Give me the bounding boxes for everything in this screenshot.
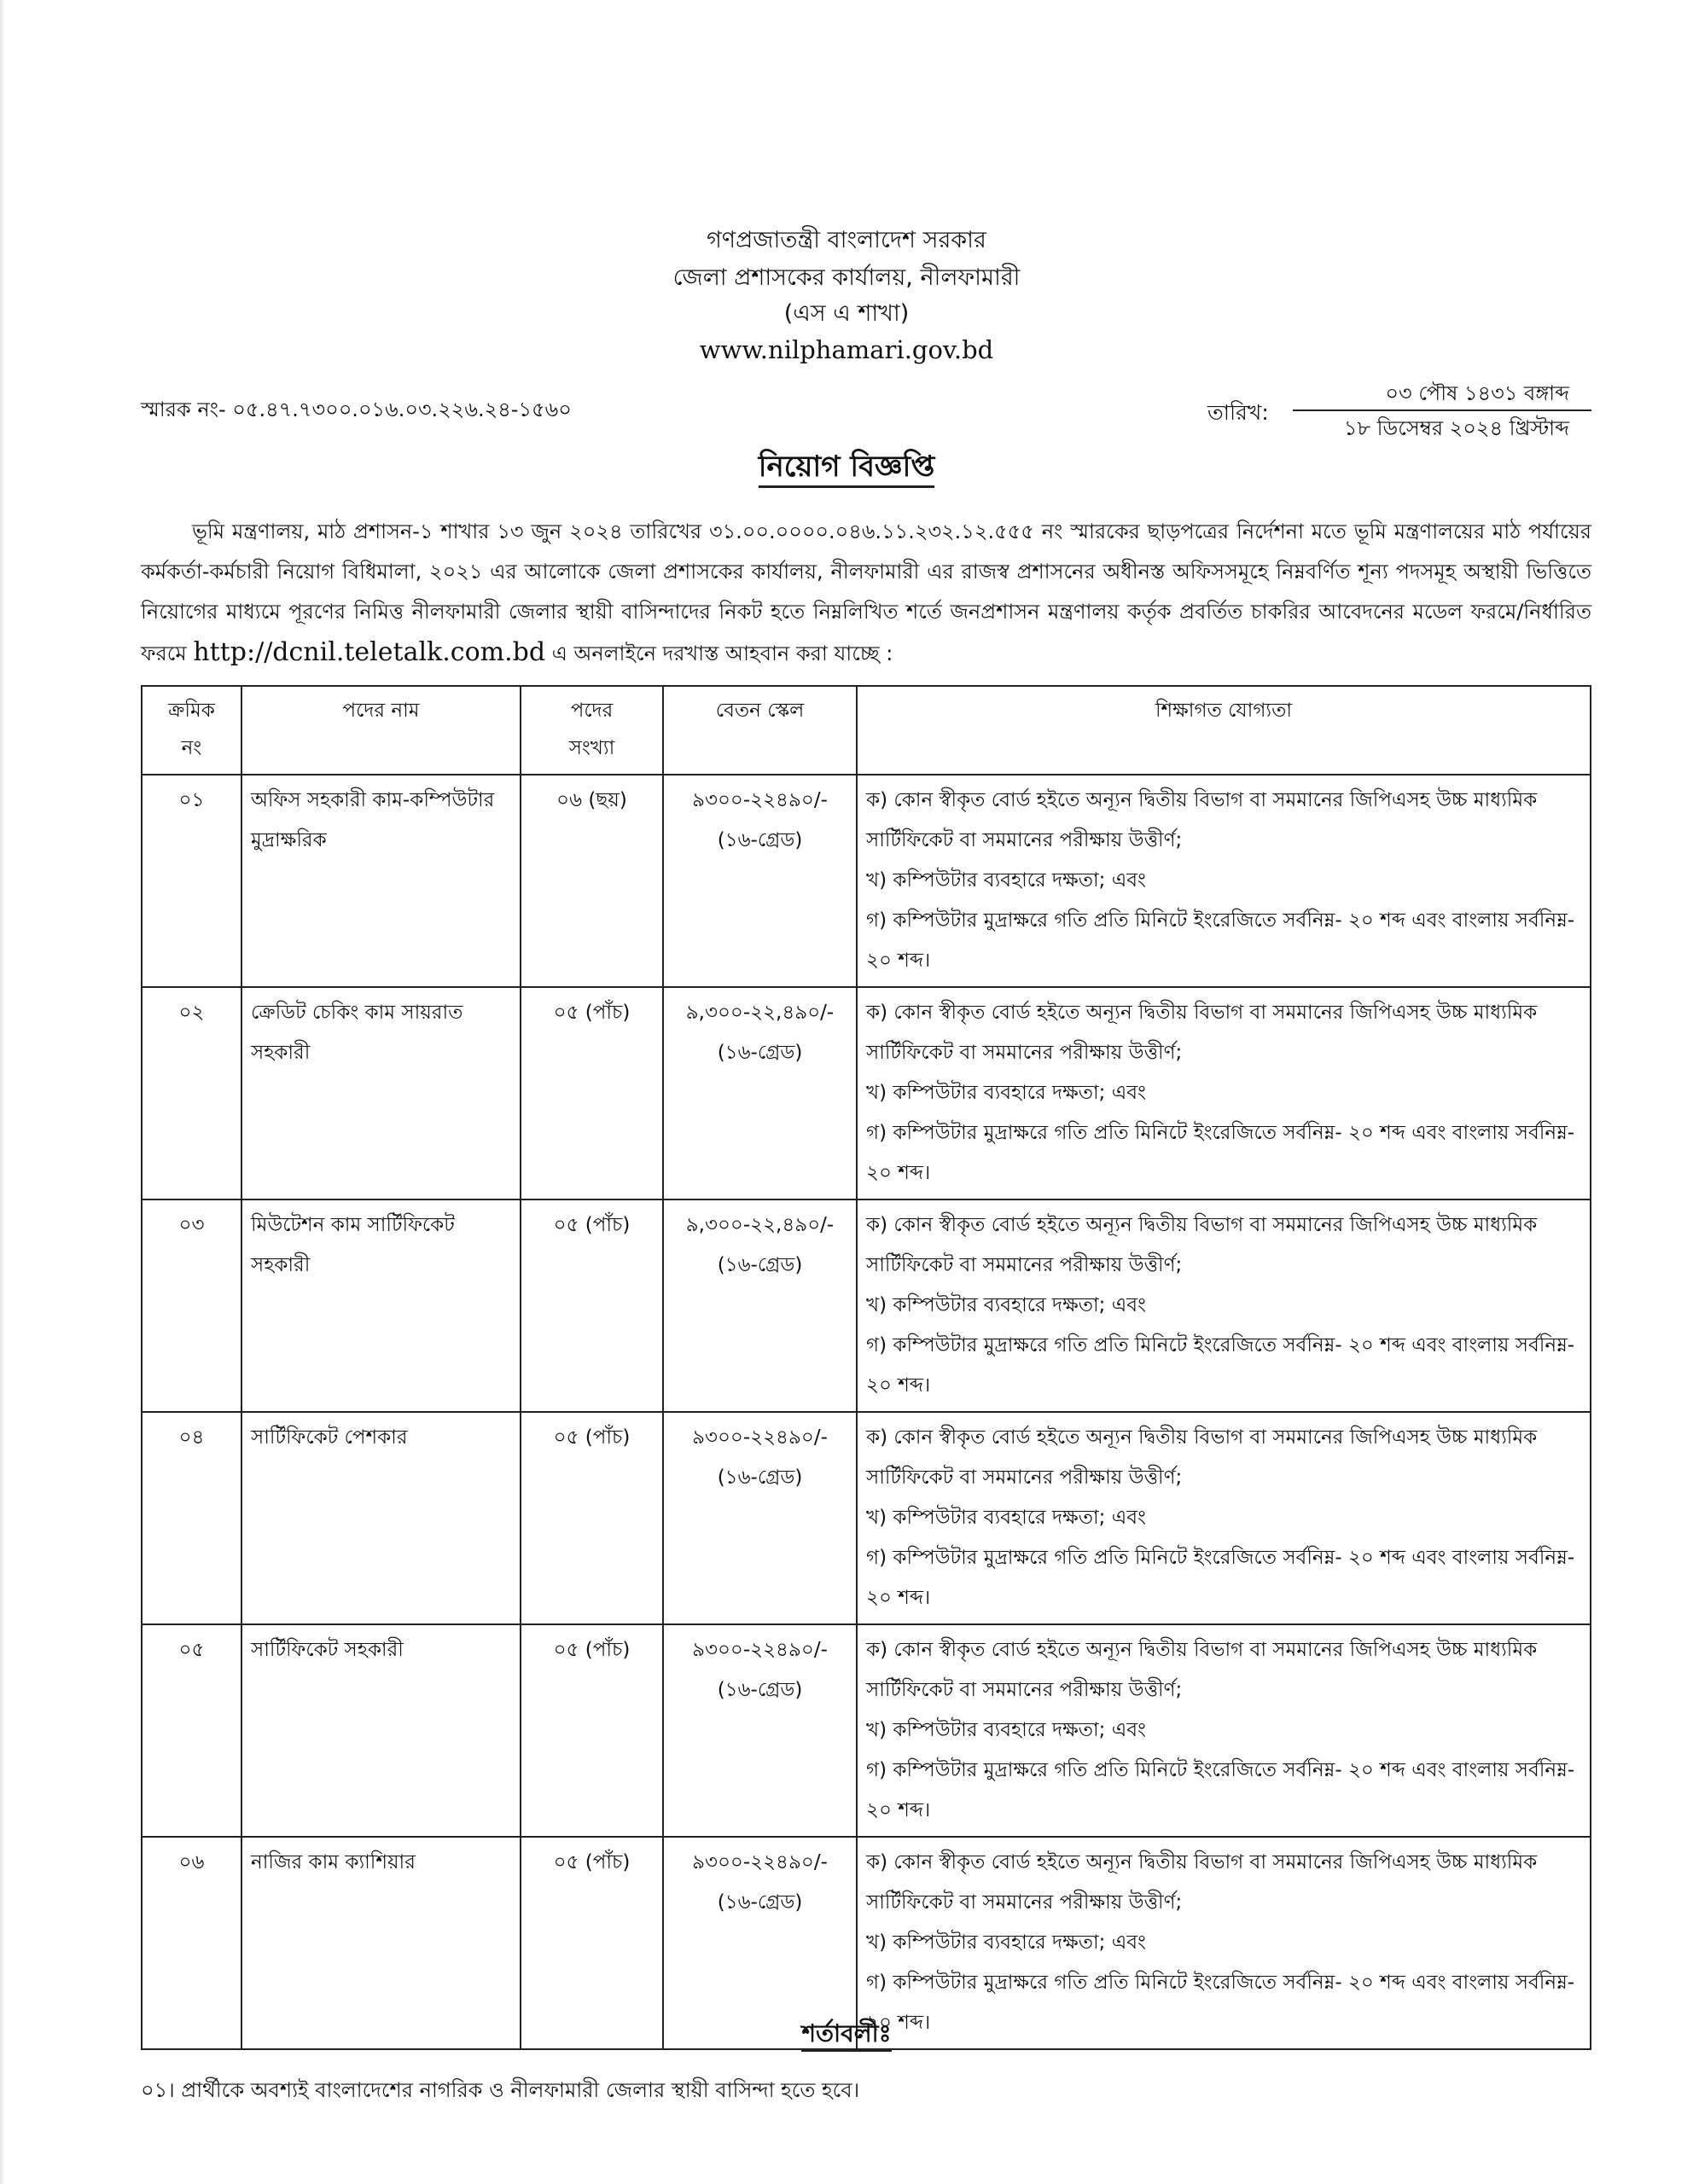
cell-pay-scale: ৯,৩০০-২২,৪৯০/- (১৬-গ্রেড) — [663, 1199, 857, 1412]
table-row — [142, 1624, 1591, 1837]
header-government: গণপ্রজাতন্ত্রী বাংলাদেশ সরকার — [707, 227, 986, 253]
cell-post-count: ০৫ (পাঁচ) — [521, 1837, 663, 2049]
cell-qualification: ক) কোন স্বীকৃত বোর্ড হইতে অন্যূন দ্বিতীয় বিভাগ বা সমমানের জিপিএসহ উচ্চ মাধ্যমিক সার্টিফিকেট বা সমমানের পরীক্ষায় উত্তীর্ণ; খ) কম্পিউটার ব্যবহারে দক্ষতা; এবং গ) কম্পিউটার মুদ্রাক্ষরে গতি প্রতি মিনিটে ইংরেজিতে সর্বনিম্ন- ২০ শব্দ এবং বাংলায় সর্বনিম্ন- ২০ শব্দ। — [857, 1624, 1591, 1837]
header-website-link[interactable]: www.nilphamari.gov.bd — [699, 335, 994, 364]
date-values — [1293, 379, 1591, 443]
cell-pay-scale: ৯৩০০-২২৪৯০/- (১৬-গ্রেড) — [663, 1624, 857, 1837]
table-row — [142, 1199, 1591, 1412]
header-post-count: পদের সংখ্যা — [521, 686, 663, 775]
header-qualification: শিক্ষাগত যোগ্যতা — [857, 686, 1591, 775]
application-link[interactable]: http://dcnil.teletalk.com.bd — [193, 637, 546, 667]
page-title — [0, 447, 1693, 486]
cell-post-count: ০৬ (ছয়) — [521, 775, 663, 987]
intro-text-end: এ অনলাইনে দরখাস্ত আহবান করা যাচ্ছে : — [545, 642, 893, 665]
conditions-heading-text: শর্তাবলীঃ — [801, 2019, 891, 2052]
cell-post-name: সার্টিফিকেট সহকারী — [241, 1624, 521, 1837]
header-serial: ক্রমিক নং — [142, 686, 241, 775]
cell-qualification: ক) কোন স্বীকৃত বোর্ড হইতে অন্যূন দ্বিতীয় বিভাগ বা সমমানের জিপিএসহ উচ্চ মাধ্যমিক সার্টিফিকেট বা সমমানের পরীক্ষায় উত্তীর্ণ; খ) কম্পিউটার ব্যবহারে দক্ষতা; এবং গ) কম্পিউটার মুদ্রাক্ষরে গতি প্রতি মিনিটে ইংরেজিতে সর্বনিম্ন- ২০ শব্দ এবং বাংলায় সর্বনিম্ন- ২০ শব্দ। — [857, 987, 1591, 1199]
cell-post-count: ০৫ (পাঁচ) — [521, 1412, 663, 1624]
cell-post-count: ০৫ (পাঁচ) — [521, 1624, 663, 1837]
cell-qualification: ক) কোন স্বীকৃত বোর্ড হইতে অন্যূন দ্বিতীয় বিভাগ বা সমমানের জিপিএসহ উচ্চ মাধ্যমিক সার্টিফিকেট বা সমমানের পরীক্ষায় উত্তীর্ণ; খ) কম্পিউটার ব্যবহারে দক্ষতা; এবং গ) কম্পিউটার মুদ্রাক্ষরে গতি প্রতি মিনিটে ইংরেজিতে সর্বনিম্ন- ২০ শব্দ এবং বাংলায় সর্বনিম্ন- ২০ শব্দ। — [857, 1837, 1591, 2049]
cell-serial: ০১ — [142, 775, 241, 987]
header-section: (এস এ শাখা) — [783, 300, 910, 327]
intro-text: ভূমি মন্ত্রণালয়, মাঠ প্রশাসন-১ শাখার ১৩ জুন ২০২৪ তারিখের ৩১.০০.০০০০.০৪৬.১১.২৩২.১২.৫৫৫ নং স্মারকের ছাড়পত্রের নির্দেশনা মতে ভূমি মন্ত্রণালয়ের মাঠ পর্যায়ের কর্মকর্তা-কর্মচারী নিয়োগ বিধিমালা, ২০২১ এর আলোকে জেলা প্রশাসকের কার্যালয়, নীলফামারী এর রাজস্ব প্রশাসনের অধীনস্ত অফিসসমূহে নিম্নবর্ণিত শূন্য পদসমূহ অস্থায়ী ভিত্তিতে নিয়োগের মাধ্যমে পূরণের নিমিত্ত নীলফামারী জেলার স্থায়ী বাসিন্দাদের নিকট হতে নিম্নলিখিত শর্তে জনপ্রশাসন মন্ত্রণালয় কর্তৃক প্রবর্তিত চাকরির আবেদনের মডেল ফরমে/নির্ধারিত ফরমে — [141, 520, 1591, 665]
memo-number: স্মারক নং- ০৫.৪৭.৭৩০০.০১৬.০৩.২২৬.২৪-১৫৬০ — [141, 398, 572, 421]
cell-post-name: নাজির কাম ক্যাশিয়ার — [241, 1837, 521, 2049]
header-pay-scale: বেতন স্কেল — [663, 686, 857, 775]
cell-post-name: ক্রেডিট চেকিং কাম সায়রাত সহকারী — [241, 987, 521, 1199]
cell-pay-scale: ৯৩০০-২২৪৯০/- (১৬-গ্রেড) — [663, 1837, 857, 2049]
table-row — [142, 775, 1591, 987]
condition-item: ০১। প্রার্থীকে অবশ্যই বাংলাদেশের নাগরিক ও নীলফামারী জেলার স্থায়ী বাসিন্দা হতে হবে। — [141, 2078, 860, 2102]
header-office: জেলা প্রশাসকের কার্যালয়, নীলফামারী — [672, 264, 1021, 291]
cell-serial: ০৫ — [142, 1624, 241, 1837]
intro-paragraph — [141, 512, 1591, 674]
date-divider — [1293, 410, 1591, 411]
cell-pay-scale: ৯৩০০-২২৪৯০/- (১৬-গ্রেড) — [663, 775, 857, 987]
date-bangla: ০৩ পৌষ ১৪৩১ বঙ্গাব্দ — [1385, 381, 1569, 405]
cell-qualification: ক) কোন স্বীকৃত বোর্ড হইতে অন্যূন দ্বিতীয় বিভাগ বা সমমানের জিপিএসহ উচ্চ মাধ্যমিক সার্টিফিকেট বা সমমানের পরীক্ষায় উত্তীর্ণ; খ) কম্পিউটার ব্যবহারে দক্ষতা; এবং গ) কম্পিউটার মুদ্রাক্ষরে গতি প্রতি মিনিটে ইংরেজিতে সর্বনিম্ন- ২০ শব্দ এবং বাংলায় সর্বনিম্ন- ২০ শব্দ। — [857, 1199, 1591, 1412]
cell-qualification: ক) কোন স্বীকৃত বোর্ড হইতে অন্যূন দ্বিতীয় বিভাগ বা সমমানের জিপিএসহ উচ্চ মাধ্যমিক সার্টিফিকেট বা সমমানের পরীক্ষায় উত্তীর্ণ; খ) কম্পিউটার ব্যবহারে দক্ষতা; এবং গ) কম্পিউটার মুদ্রাক্ষরে গতি প্রতি মিনিটে ইংরেজিতে সর্বনিম্ন- ২০ শব্দ এবং বাংলায় সর্বনিম্ন- ২০ শব্দ। — [857, 1412, 1591, 1624]
table-row — [142, 987, 1591, 1199]
cell-pay-scale: ৯৩০০-২২৪৯০/- (১৬-গ্রেড) — [663, 1412, 857, 1624]
conditions-heading — [0, 2017, 1693, 2051]
cell-post-name: অফিস সহকারী কাম-কম্পিউটার মুদ্রাক্ষরিক — [241, 775, 521, 987]
cell-serial: ০৬ — [142, 1837, 241, 2049]
date-gregorian: ১৮ ডিসেম্বর ২০২৪ খ্রিস্টাব্দ — [1343, 416, 1569, 440]
header-post-name: পদের নাম — [241, 686, 521, 775]
cell-serial: ০২ — [142, 987, 241, 1199]
cell-serial: ০৪ — [142, 1412, 241, 1624]
cell-post-count: ০৫ (পাঁচ) — [521, 1199, 663, 1412]
cell-post-count: ০৫ (পাঁচ) — [521, 987, 663, 1199]
table-row — [142, 1412, 1591, 1624]
cell-post-name: সার্টিফিকেট পেশকার — [241, 1412, 521, 1624]
cell-qualification: ক) কোন স্বীকৃত বোর্ড হইতে অন্যূন দ্বিতীয় বিভাগ বা সমমানের জিপিএসহ উচ্চ মাধ্যমিক সার্টিফিকেট বা সমমানের পরীক্ষায় উত্তীর্ণ; খ) কম্পিউটার ব্যবহারে দক্ষতা; এবং গ) কম্পিউটার মুদ্রাক্ষরে গতি প্রতি মিনিটে ইংরেজিতে সর্বনিম্ন- ২০ শব্দ এবং বাংলায় সর্বনিম্ন- ২০ শব্দ। — [857, 775, 1591, 987]
page-title-text: নিয়োগ বিজ্ঞপ্তি — [759, 450, 935, 488]
cell-serial: ০৩ — [142, 1199, 241, 1412]
vacancy-table — [141, 685, 1591, 2050]
cell-post-name: মিউটেশন কাম সার্টিফিকেট সহকারী — [241, 1199, 521, 1412]
table-header-row — [142, 686, 1591, 775]
date-label: তারিখ: — [1207, 400, 1269, 425]
date-block — [1207, 379, 1591, 447]
cell-pay-scale: ৯,৩০০-২২,৪৯০/- (১৬-গ্রেড) — [663, 987, 857, 1199]
